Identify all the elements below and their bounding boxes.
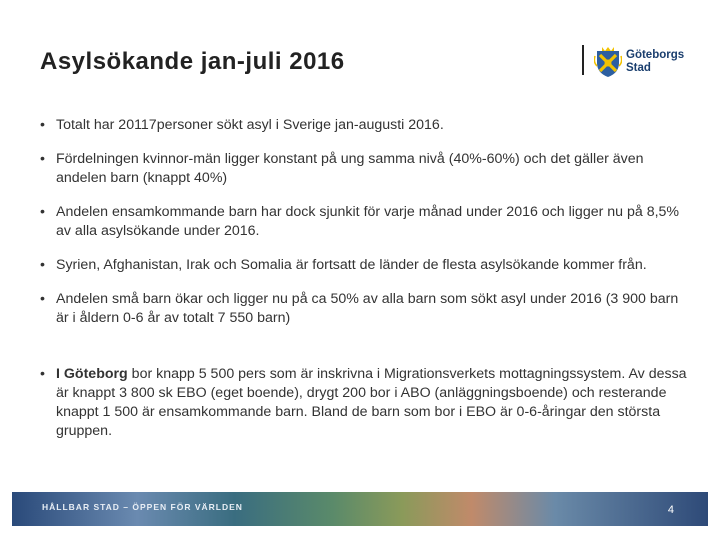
bullet-text: bor knapp 5 500 pers som är inskrivna i Migrationsverkets mottagningssystem. Av dessa är knappt 3 800 sk EBO (eget boende), drygt 200 bor i ABO (anläggningsboende) och resterande knappt 1 500 är ensamkommande barn. Bland de barn som bor i EBO är 0-6-åringar den största gruppen. bbox=[56, 366, 687, 439]
footer-banner bbox=[12, 492, 708, 526]
bullet-dot: • bbox=[40, 117, 45, 133]
bullet-emphasis: I Göteborg bbox=[56, 366, 128, 382]
bullet-dot: • bbox=[40, 151, 45, 167]
bullet-text: Andelen ensamkommande barn har dock sjunkit för varje månad under 2016 och ligger nu på 8,5% av alla asylsökande under 2016. bbox=[56, 204, 680, 239]
bullet-text: Totalt har 20117personer sökt asyl i bbox=[56, 117, 283, 133]
bullet-dot: • bbox=[40, 204, 45, 220]
city-emblem-icon bbox=[594, 46, 622, 78]
slide-title: Asylsökande jan-juli 2016 bbox=[40, 48, 345, 75]
goteborgs-stad-logo bbox=[594, 46, 694, 78]
bullet-text: Syrien, Afghanistan, Irak och Somalia är fortsatt de länder de flesta asylsökande kommer från. bbox=[56, 257, 647, 273]
logo-divider bbox=[582, 45, 584, 75]
bullet-item bbox=[40, 203, 690, 241]
page-number: 4 bbox=[667, 504, 674, 516]
bullet-emphasis: Sverige bbox=[282, 117, 331, 133]
bullet-list bbox=[40, 116, 690, 456]
logo-line1: Göteborgs bbox=[626, 49, 685, 61]
bullet-text: Fördelningen kvinnor-män ligger konstant på ung samma nivå (40%-60%) och det gäller även andelen barn (knappt 40%) bbox=[56, 151, 644, 186]
bullet-item bbox=[40, 150, 690, 188]
bullet-item bbox=[40, 116, 690, 135]
logo-line2: Stad bbox=[626, 62, 651, 74]
bullet-dot: • bbox=[40, 257, 45, 273]
bullet-dot: • bbox=[40, 366, 45, 382]
bullet-dot: • bbox=[40, 291, 45, 307]
bullet-item bbox=[40, 290, 690, 328]
bullet-text: jan-augusti 2016. bbox=[330, 117, 444, 133]
footer-slogan: HÅLLBAR STAD – ÖPPEN FÖR VÄRLDEN bbox=[42, 502, 243, 512]
bullet-text: Andelen små barn ökar och ligger nu på ca 50% av alla barn som sökt asyl under 2016 (3 900 barn är i åldern 0-6 år av totalt 7 550 barn) bbox=[56, 291, 679, 326]
bullet-item bbox=[40, 256, 690, 275]
bullet-item bbox=[40, 365, 690, 441]
